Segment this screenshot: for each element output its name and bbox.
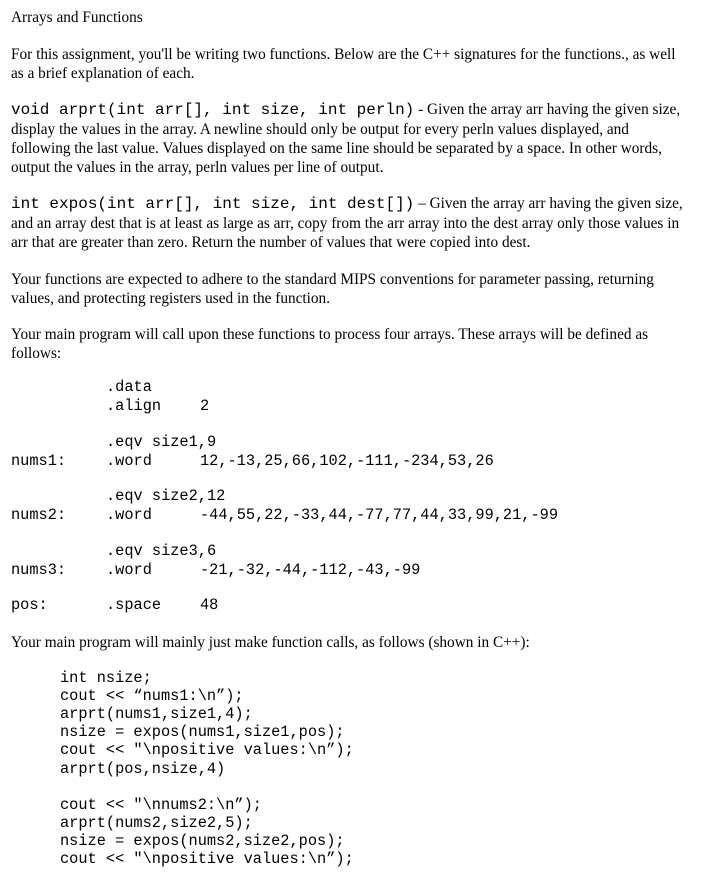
cpp-line-5: cout << "\npositive values:\n”);: [60, 741, 354, 759]
nums1-word: .word: [106, 452, 152, 470]
nums1-values: 12,-13,25,66,102,-111,-234,53,26: [200, 452, 494, 470]
nums3-eqv: .eqv size3,6: [106, 542, 217, 560]
nums2-values: -44,55,22,-33,44,-77,77,44,33,99,21,-99: [200, 506, 559, 524]
nums2-eqv: .eqv size2,12: [106, 487, 226, 505]
cpp-line-1: int nsize;: [60, 669, 152, 687]
nums3-values: -21,-32,-44,-112,-43,-99: [200, 561, 421, 579]
cpp-line-2: cout << “nums1:\n”);: [60, 687, 244, 705]
arprt-description: Given the array arr having the given size, display the values in the array. A newline should only be output for every perln values displayed, and following the last value. Values displayed on the same line should be separated by a space. In other words, output the values in the array, perln values per line of output.: [11, 101, 681, 176]
nums1-label: nums1:: [11, 452, 67, 470]
conventions-paragraph: Your functions are expected to adhere to the standard MIPS conventions for parameter passing, returning values, and protecting registers used in the function.: [11, 271, 654, 307]
nums3-word: .word: [106, 561, 152, 579]
expos-dash: –: [414, 195, 430, 212]
arprt-paragraph: [11, 100, 683, 177]
pos-value: 48: [200, 596, 219, 614]
cpp-line-10: cout << "\npositive values:\n”);: [60, 850, 354, 868]
cpp-line-4: nsize = expos(nums1,size1,pos);: [60, 723, 345, 741]
expos-paragraph: [11, 194, 683, 252]
arprt-dash: -: [414, 101, 428, 118]
arprt-signature: void arprt(int arr[], int size, int perln): [11, 101, 415, 119]
cpp-line-6: arprt(pos,nsize,4): [60, 760, 226, 778]
pos-space: .space: [106, 596, 162, 614]
nums2-word: .word: [106, 506, 152, 524]
main-intro-paragraph: Your main program will call upon these functions to process four arrays. These arrays will be defined as follows:: [11, 326, 649, 362]
nums3-label: nums3:: [11, 561, 67, 579]
nums2-label: nums2:: [11, 506, 67, 524]
intro-paragraph: For this assignment, you'll be writing two functions. Below are the C++ signatures for the functions., as well as a brief explanation of each.: [11, 46, 676, 82]
calls-intro-paragraph: Your main program will mainly just make function calls, as follows (shown in C++):: [11, 634, 530, 651]
page-title: Arrays and Functions: [11, 9, 143, 26]
data-directive: .data: [106, 378, 152, 396]
cpp-line-3: arprt(nums1,size1,4);: [60, 705, 253, 723]
cpp-line-8: arprt(nums2,size2,5);: [60, 814, 253, 832]
expos-signature: int expos(int arr[], int size, int dest[]): [11, 195, 415, 213]
expos-description: Given the array arr having the given size, and an array dest that is at least as large as arr, copy from the arr array into the dest array only those values in arr that are greater than zero. Return the number of values that were copied into dest.: [11, 195, 683, 251]
cpp-line-9: nsize = expos(nums2,size2,pos);: [60, 832, 345, 850]
nums1-eqv: .eqv size1,9: [106, 433, 217, 451]
align-directive: .align: [106, 397, 162, 415]
cpp-line-7: cout << "\nnums2:\n”);: [60, 796, 262, 814]
pos-label: pos:: [11, 596, 48, 614]
align-value: 2: [200, 397, 210, 415]
